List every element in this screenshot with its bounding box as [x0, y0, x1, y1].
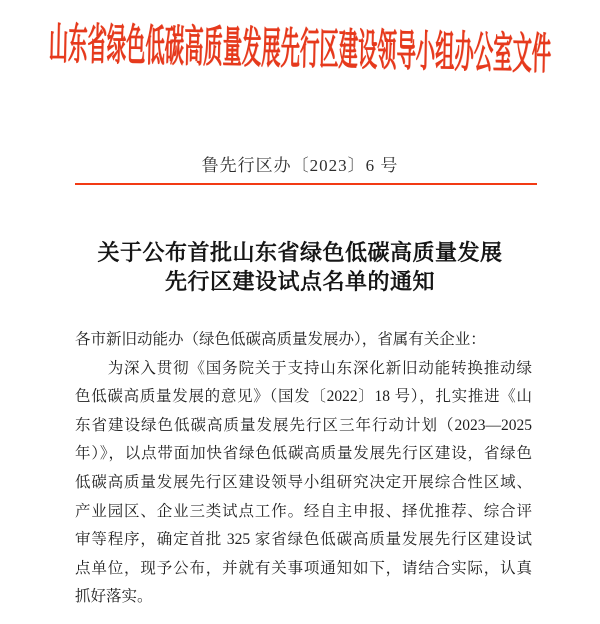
- document-letterhead: [0, 12, 600, 80]
- red-divider-line: [75, 183, 537, 185]
- body-line: 年）》，以点带面加快省绿色低碳高质量发展先行区建设，省绿色: [75, 445, 532, 463]
- body-line: 东省建设绿色低碳高质量发展先行区三年行动计划（2023—2025: [75, 416, 532, 434]
- notice-title-line-2: 先行区建设试点名单的通知: [164, 269, 435, 294]
- body-line: 为深入贯彻《国务院关于支持山东深化新旧动能转换推动绿: [75, 359, 532, 377]
- body-line: 点单位，现予公布，并就有关事项通知如下，请结合实际，认真: [75, 559, 532, 577]
- body-line-salutation: 各市新旧动能办（绿色低碳高质量发展办），省属有关企业：: [75, 331, 486, 348]
- notice-title: [0, 238, 600, 296]
- notice-body: [75, 326, 532, 612]
- letterhead-title: 山东省绿色低碳高质量发展先行区建设领导小组办公室文件: [48, 20, 552, 80]
- document-number: 鲁先行区办〔2023〕6 号: [201, 156, 399, 175]
- body-line: 低碳高质量发展先行区建设领导小组研究决定开展综合性区域、: [75, 473, 532, 491]
- body-line-last: 抓好落实。: [75, 588, 153, 606]
- body-line: 产业园区、企业三类试点工作。经自主申报、择优推荐、综合评: [75, 502, 532, 520]
- notice-title-line-1: 关于公布首批山东省绿色低碳高质量发展: [97, 240, 503, 265]
- body-line: 色低碳高质量发展的意见》（国发〔2022〕18 号），扎实推进《山: [75, 388, 532, 406]
- body-line: 审等程序，确定首批 325 家省绿色低碳高质量发展先行区建设试: [75, 531, 532, 549]
